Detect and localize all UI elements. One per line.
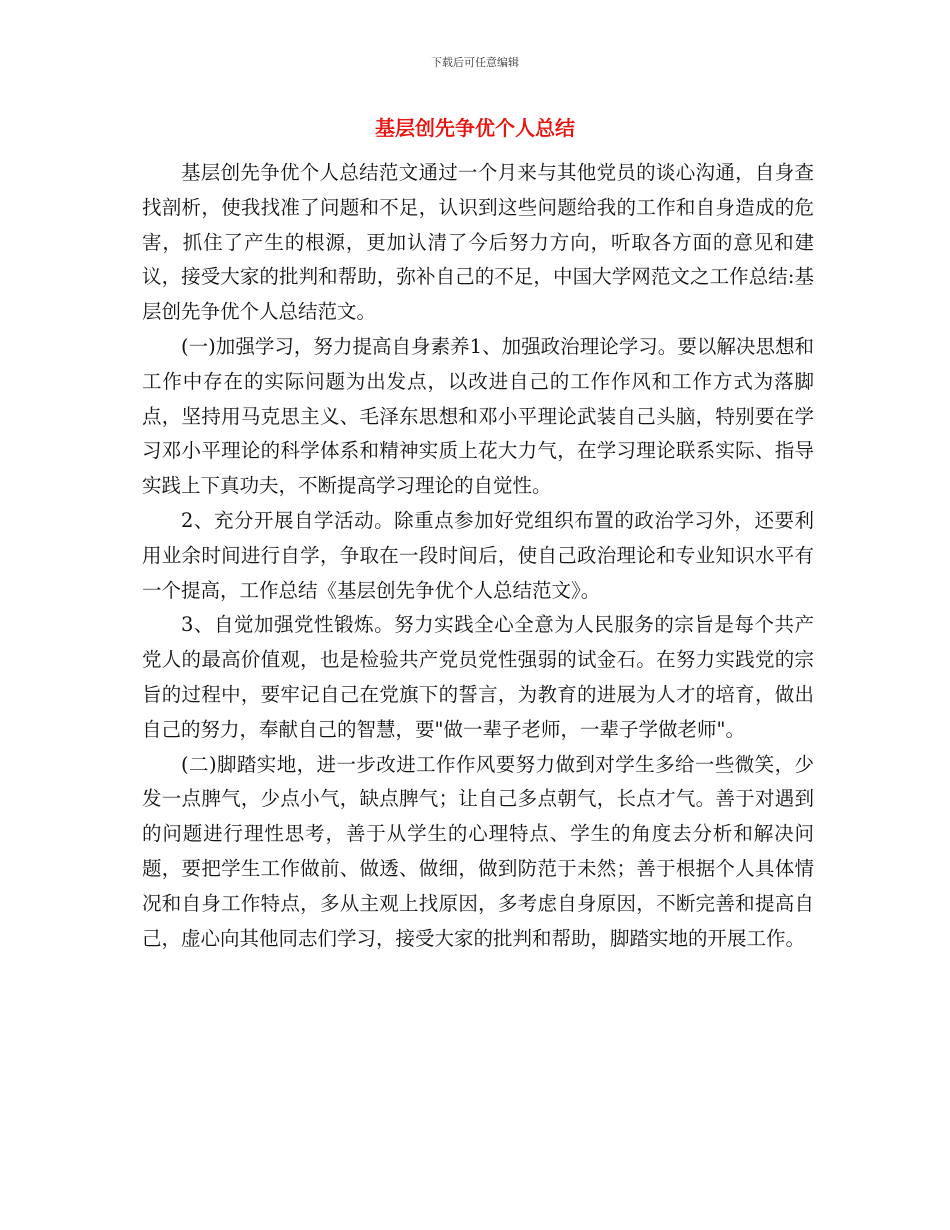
paragraph-study: (一)加强学习，努力提高自身素养1、加强政治理论学习。要以解决思想和工作中存在的实际问题为出发点，以改进自己的工作作风和工作方式为落脚点，坚持用马克思主义、毛泽东思想和邓小平理论武装自己头脑，特别要在学习邓小平理论的科学体系和精神实质上花大力气，在学习理论联系实际、指导实践上下真功夫，不断提高学习理论的自觉性。 (142, 334, 814, 498)
document-title: 基层创先争优个人总结 (375, 116, 575, 140)
paragraph-work-style: (二)脚踏实地，进一步改进工作作风要努力做到对学生多给一些微笑，少发一点脾气，少点小气，缺点脾气；让自己多点朝气，长点才气。善于对遇到的问题进行理性思考，善于从学生的心理特点、学生的角度去分析和解决问题，要把学生工作做前、做透、做细，做到防范于未然；善于根据个人具体情况和自身工作特点，多从主观上找原因，多考虑自身原因，不断完善和提高自己，虚心向其他同志们学习，接受大家的批判和帮助，脚踏实地的开展工作。 (142, 752, 814, 950)
header-note: 下载后可任意编辑 (431, 56, 519, 69)
document-body (142, 156, 814, 956)
paragraph-intro: 基层创先争优个人总结范文通过一个月来与其他党员的谈心沟通，自身查找剖析，使我找准了问题和不足，认识到这些问题给我的工作和自身造成的危害，抓住了产生的根源，更加认清了今后努力方向，听取各方面的意见和建议，接受大家的批判和帮助，弥补自己的不足，中国大学网范文之工作总结:基层创先争优个人总结范文。 (142, 161, 814, 324)
paragraph-self-study: 2、充分开展自学活动。除重点参加好党组织布置的政治学习外，还要利用业余时间进行自学，争取在一段时间后，使自己政治理论和专业知识水平有一个提高，工作总结《基层创先争优个人总结范文》。 (142, 508, 814, 602)
paragraph-party-training: 3、自觉加强党性锻炼。努力实践全心全意为人民服务的宗旨是每个共产党人的最高价值观，也是检验共产党员党性强弱的试金石。在努力实践党的宗旨的过程中，要牢记自己在党旗下的誓言，为教育的进展为人才的培育，做出自己的努力，奉献自己的智慧，要"做一辈子老师，一辈子学做老师"。 (142, 613, 814, 741)
